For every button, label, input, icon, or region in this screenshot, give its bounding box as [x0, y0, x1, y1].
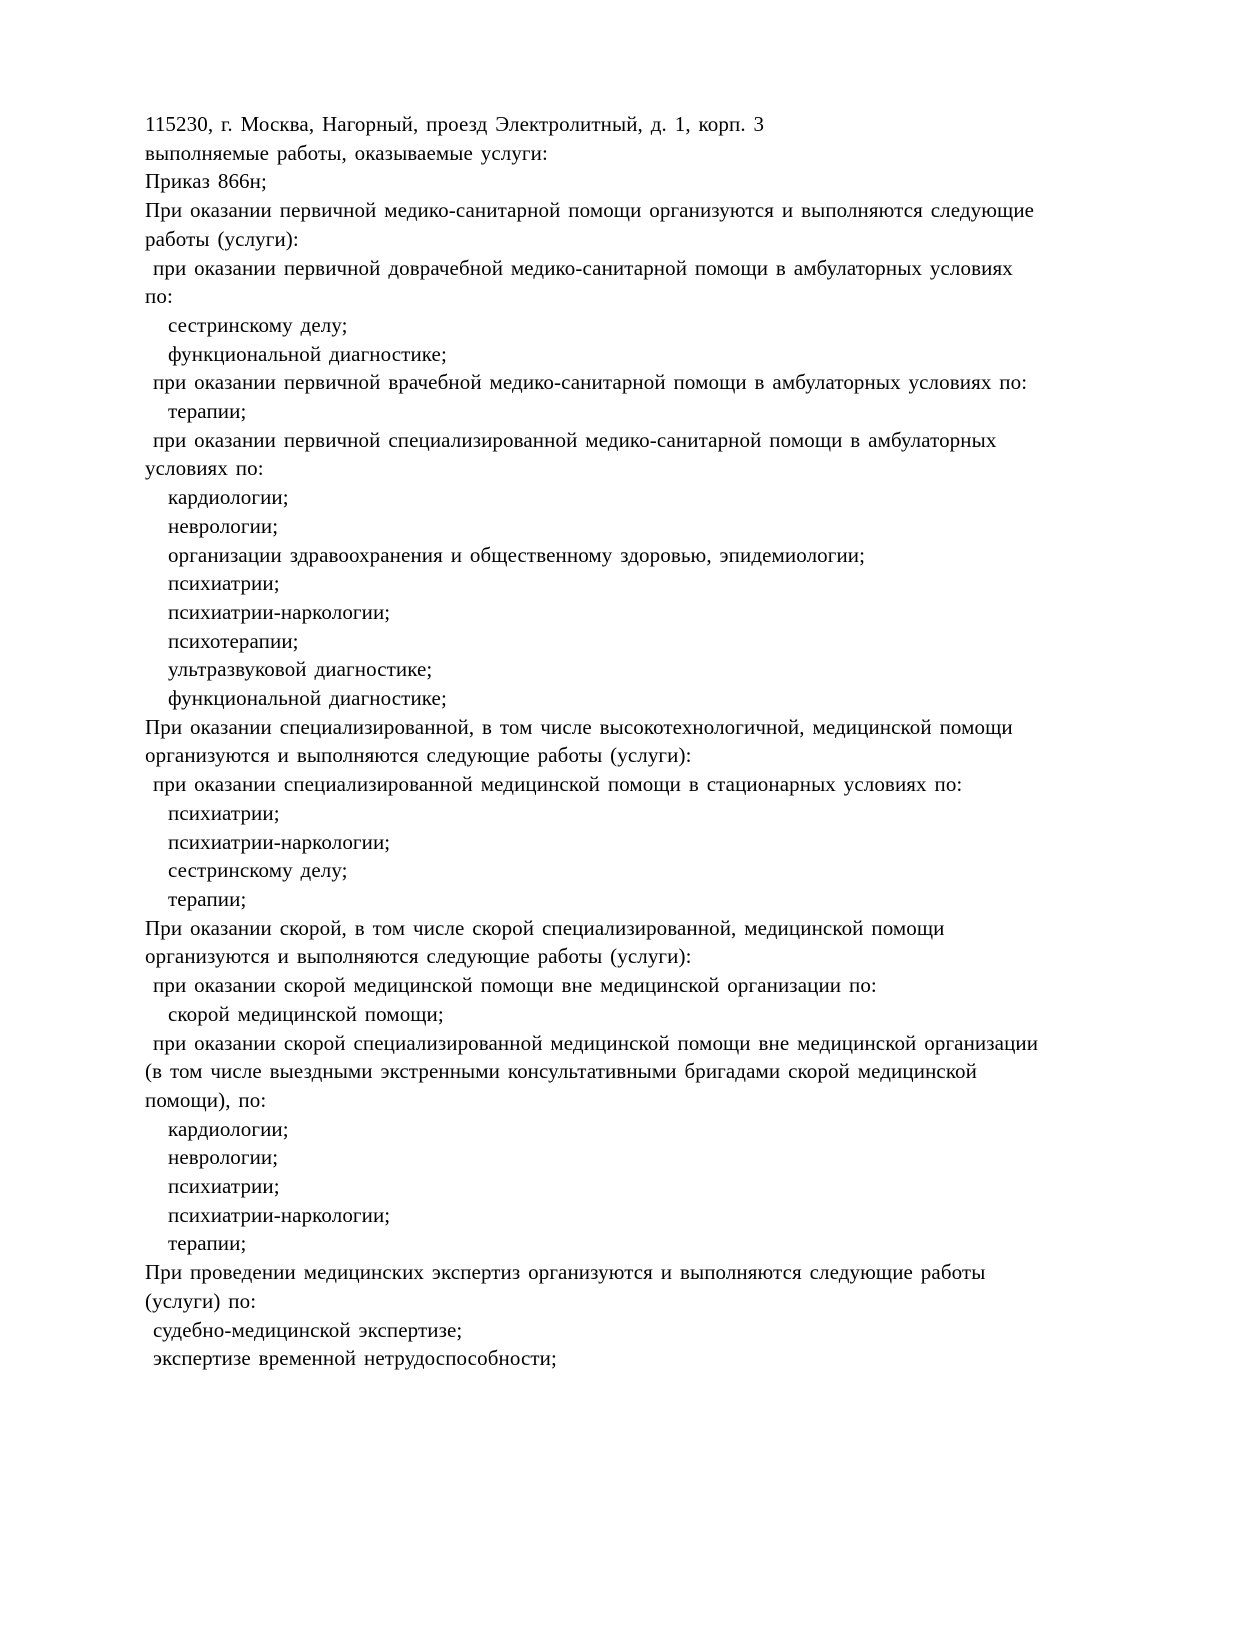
text-line: При проведении медицинских экспертиз организуются и выполняются следующие работы [145, 1260, 986, 1285]
text-line: сестринскому делу; [168, 312, 348, 337]
text-line: сестринскому делу; [168, 858, 348, 883]
text-line: психиатрии; [168, 1174, 280, 1199]
text-line: организуются и выполняются следующие работы (услуги): [145, 743, 692, 768]
text-line: При оказании специализированной, в том числе высокотехнологичной, медицинской помощи [145, 714, 1013, 739]
text-line: психотерапии; [168, 628, 299, 653]
text-line: при оказании скорой медицинской помощи вне медицинской организации по: [153, 973, 877, 998]
text-line: При оказании скорой, в том числе скорой специализированной, медицинской помощи [145, 915, 945, 940]
text-line: работы (услуги): [145, 226, 299, 251]
text-line: психиатрии-наркологии; [168, 1202, 391, 1227]
text-line: неврологии; [168, 1145, 279, 1170]
text-line: судебно-медицинской экспертизе; [153, 1317, 463, 1342]
text-line: кардиологии; [168, 1116, 289, 1141]
text-line: при оказании первичной врачебной медико-санитарной помощи в амбулаторных условиях по: [153, 370, 1028, 395]
text-line: экспертизе временной нетрудоспособности; [153, 1346, 557, 1371]
text-line: при оказании первичной доврачебной медико-санитарной помощи в амбулаторных условиях [153, 255, 1013, 280]
text-line: организации здравоохранения и общественному здоровью, эпидемиологии; [168, 542, 866, 567]
text-line: неврологии; [168, 513, 279, 538]
text-line: терапии; [168, 886, 247, 911]
text-line: выполняемые работы, оказываемые услуги: [145, 140, 548, 165]
text-line: терапии; [168, 399, 247, 424]
text-line: психиатрии; [168, 571, 280, 596]
text-line: функциональной диагностике; [168, 686, 447, 711]
text-line: психиатрии-наркологии; [168, 599, 391, 624]
text-line: При оказании первичной медико-санитарной помощи организуются и выполняются следующие [145, 198, 1035, 223]
text-line: скорой медицинской помощи; [168, 1001, 444, 1026]
text-line: при оказании специализированной медицинской помощи в стационарных условиях по: [153, 772, 963, 797]
text-line: ультразвуковой диагностике; [168, 657, 433, 682]
text-line: при оказании скорой специализированной медицинской помощи вне медицинской организации [153, 1030, 1039, 1055]
text-line: психиатрии; [168, 800, 280, 825]
text-line: помощи), по: [145, 1087, 267, 1112]
text-line: условиях по: [145, 456, 264, 481]
document-text-block [145, 110, 1220, 1373]
text-line: кардиологии; [168, 485, 289, 510]
text-line: 115230, г. Москва, Нагорный, проезд Электролитный, д. 1, корп. 3 [145, 112, 765, 136]
text-line: функциональной диагностике; [168, 341, 447, 366]
text-line: (в том числе выездными экстренными консультативными бригадами скорой медицинской [145, 1059, 977, 1084]
text-line: Приказ 866н; [145, 169, 267, 194]
text-line: по: [145, 284, 173, 309]
text-line: при оказании первичной специализированной медико-санитарной помощи в амбулаторных [153, 427, 997, 452]
text-line: психиатрии-наркологии; [168, 829, 391, 854]
text-line: (услуги) по: [145, 1288, 257, 1313]
text-line: терапии; [168, 1231, 247, 1256]
text-line: организуются и выполняются следующие работы (услуги): [145, 944, 692, 969]
